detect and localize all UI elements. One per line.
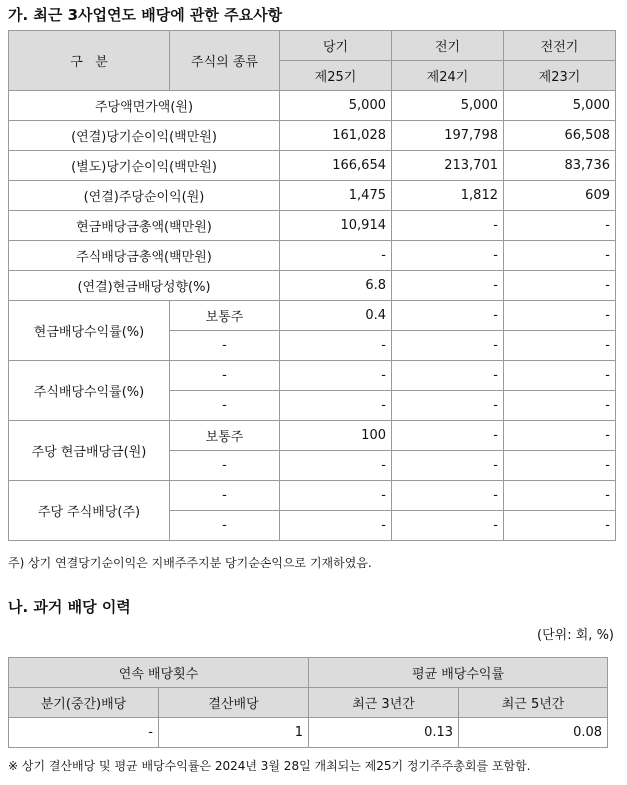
row-value: -: [504, 211, 616, 241]
row-value: 5,000: [392, 91, 504, 121]
section-b-note: ※ 상기 결산배당 및 평균 배당수익률은 2024년 3월 28일 개최되는 제25기 정기주주총회를 포함함.: [8, 759, 531, 773]
row-value: 1,475: [280, 181, 392, 211]
row-value: -: [392, 481, 504, 511]
table-row: [9, 211, 616, 241]
row-value: -: [504, 331, 616, 361]
dividend-history-table: [8, 657, 608, 748]
stock-type-cell: -: [170, 481, 280, 511]
header-category: 구 분: [9, 31, 170, 91]
table-row: [9, 181, 616, 211]
row-value: -: [504, 391, 616, 421]
row-value: 5,000: [504, 91, 616, 121]
row-value: -: [280, 451, 392, 481]
table-row: [9, 421, 616, 451]
stock-type-cell: -: [170, 451, 280, 481]
row-value: -: [392, 301, 504, 331]
table-row: [9, 271, 616, 301]
header-period-prior2: 전전기: [504, 31, 616, 61]
stock-type-cell: 보통주: [170, 301, 280, 331]
group-label: 주당 주식배당(주): [9, 481, 170, 541]
row-value: -: [504, 481, 616, 511]
stock-type-cell: -: [170, 511, 280, 541]
header-recent-3-years: 최근 3년간: [309, 688, 459, 718]
table-row: [9, 241, 616, 271]
row-value: -: [392, 451, 504, 481]
table-header-row: [9, 658, 608, 688]
header-period-current: 당기: [280, 31, 392, 61]
settlement-dividend-count: 1: [159, 718, 309, 748]
row-value: 161,028: [280, 121, 392, 151]
row-label: (연결)현금배당성향(%): [9, 271, 280, 301]
row-value: 5,000: [280, 91, 392, 121]
header-stock-type: 주식의 종류: [170, 31, 280, 91]
row-value: 10,914: [280, 211, 392, 241]
section-a-title: 가. 최근 3사업연도 배당에 관한 주요사항: [8, 6, 283, 24]
header-term-25: 제25기: [280, 61, 392, 91]
row-value: 213,701: [392, 151, 504, 181]
row-value: 0.4: [280, 301, 392, 331]
average-yield-3y: 0.13: [309, 718, 459, 748]
section-b-title: 나. 과거 배당 이력: [8, 598, 131, 616]
table-row: [9, 91, 616, 121]
header-interim-dividend: 분기(중간)배당: [9, 688, 159, 718]
row-label: 주식배당금총액(백만원): [9, 241, 280, 271]
row-value: -: [504, 241, 616, 271]
row-value: -: [280, 511, 392, 541]
row-value: -: [392, 511, 504, 541]
row-value: -: [504, 271, 616, 301]
average-yield-5y: 0.08: [459, 718, 608, 748]
row-value: -: [392, 391, 504, 421]
row-value: -: [280, 361, 392, 391]
header-term-24: 제24기: [392, 61, 504, 91]
row-label: (연결)주당순이익(원): [9, 181, 280, 211]
row-label: (연결)당기순이익(백만원): [9, 121, 280, 151]
interim-dividend-count: -: [9, 718, 159, 748]
table-row: [9, 361, 616, 391]
row-value: -: [504, 451, 616, 481]
table-header-row: [9, 31, 616, 61]
header-recent-5-years: 최근 5년간: [459, 688, 608, 718]
unit-label: (단위: 회, %): [537, 628, 614, 643]
row-value: -: [504, 511, 616, 541]
stock-type-cell: -: [170, 391, 280, 421]
row-value: -: [392, 241, 504, 271]
row-value: -: [280, 391, 392, 421]
row-value: -: [392, 361, 504, 391]
stock-type-cell: -: [170, 361, 280, 391]
table-row: [9, 301, 616, 331]
group-label: 현금배당수익률(%): [9, 301, 170, 361]
table-row: [9, 718, 608, 748]
row-value: -: [392, 271, 504, 301]
stock-type-cell: -: [170, 331, 280, 361]
row-value: 6.8: [280, 271, 392, 301]
row-value: -: [392, 331, 504, 361]
row-label: 주당액면가액(원): [9, 91, 280, 121]
row-value: -: [280, 481, 392, 511]
row-value: -: [504, 301, 616, 331]
row-value: 609: [504, 181, 616, 211]
header-period-prior: 전기: [392, 31, 504, 61]
row-value: -: [392, 421, 504, 451]
group-label: 주당 현금배당금(원): [9, 421, 170, 481]
group-label: 주식배당수익률(%): [9, 361, 170, 421]
row-label: 현금배당금총액(백만원): [9, 211, 280, 241]
row-value: -: [280, 241, 392, 271]
header-term-23: 제23기: [504, 61, 616, 91]
section-a-note: 주) 상기 연결당기순이익은 지배주주지분 당기순손익으로 기재하였음.: [8, 556, 372, 570]
stock-type-cell: 보통주: [170, 421, 280, 451]
row-value: 197,798: [392, 121, 504, 151]
row-value: 166,654: [280, 151, 392, 181]
header-consecutive-dividends: 연속 배당횟수: [9, 658, 309, 688]
row-value: 66,508: [504, 121, 616, 151]
dividend-summary-table: [8, 30, 616, 541]
row-value: -: [504, 421, 616, 451]
row-value: 83,736: [504, 151, 616, 181]
row-value: -: [504, 361, 616, 391]
row-value: -: [280, 331, 392, 361]
header-settlement-dividend: 결산배당: [159, 688, 309, 718]
row-label: (별도)당기순이익(백만원): [9, 151, 280, 181]
row-value: 100: [280, 421, 392, 451]
row-value: 1,812: [392, 181, 504, 211]
header-average-yield: 평균 배당수익률: [309, 658, 608, 688]
table-row: [9, 151, 616, 181]
table-row: [9, 121, 616, 151]
row-value: -: [392, 211, 504, 241]
table-header-row: [9, 688, 608, 718]
table-row: [9, 481, 616, 511]
